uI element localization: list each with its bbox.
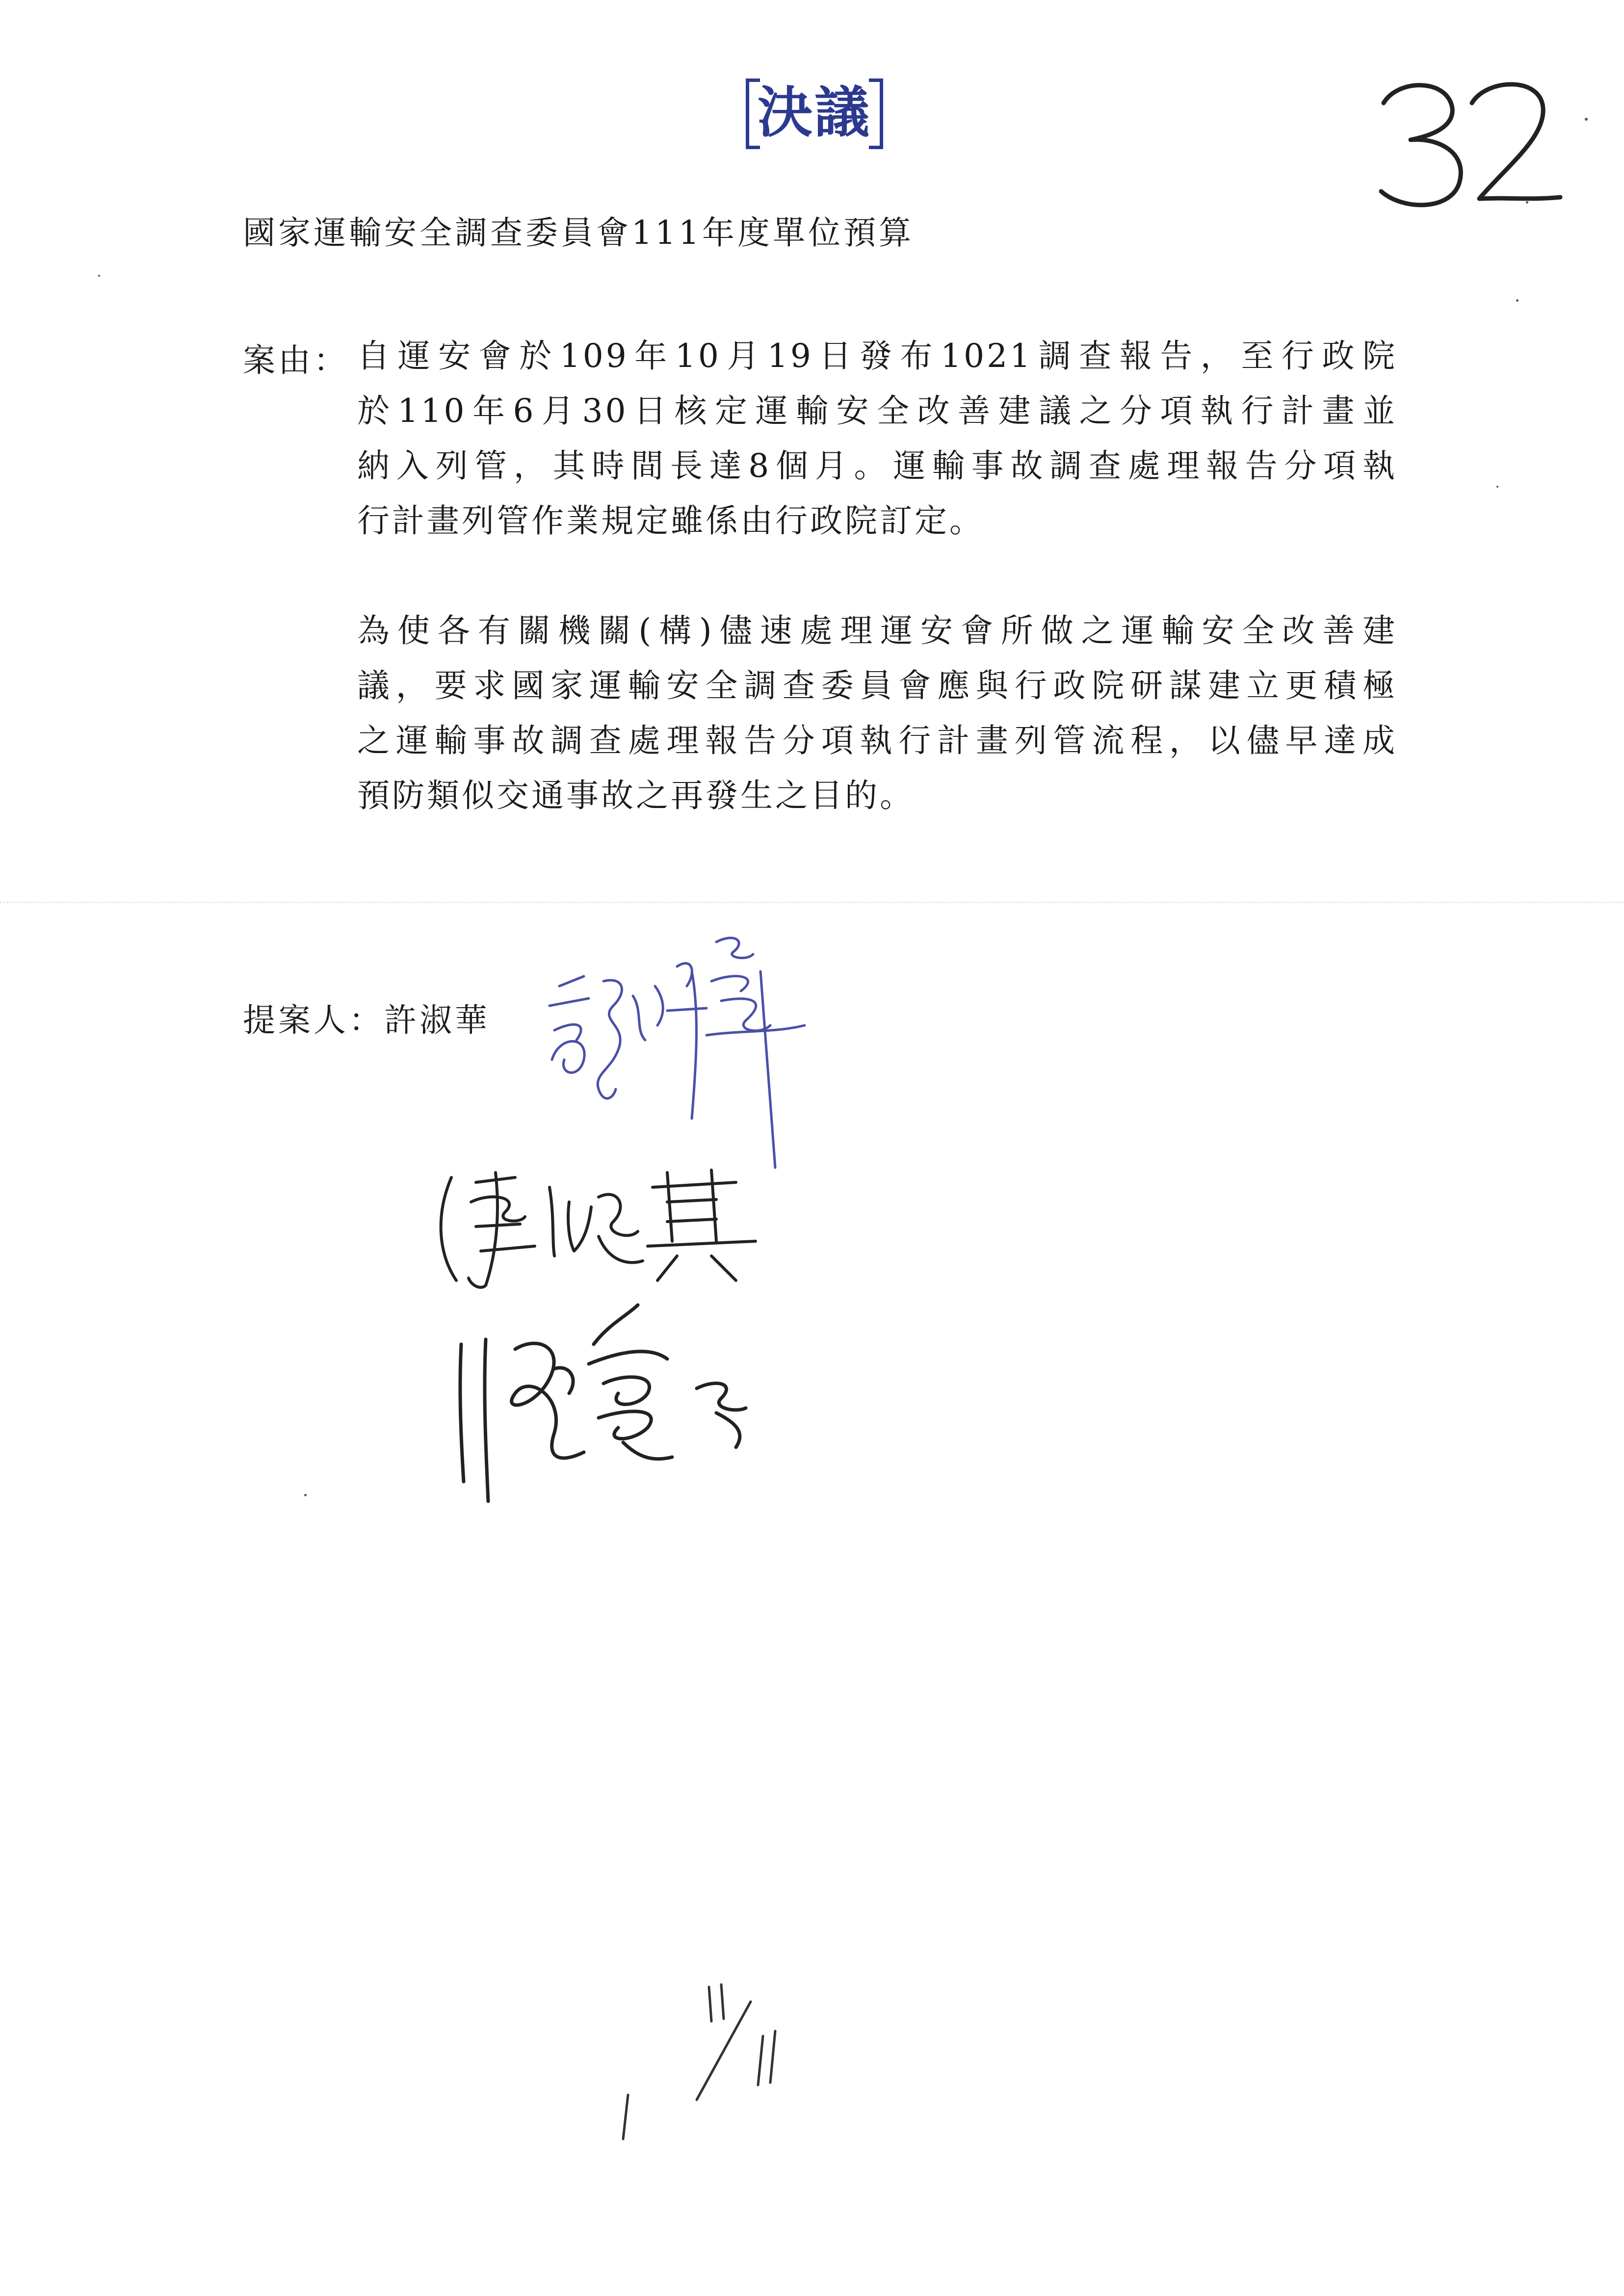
document-title: 國家運輸安全調查委員會111年度單位預算: [243, 214, 914, 252]
proposer-name: 許淑華: [384, 1001, 490, 1039]
signature-3: [442, 1285, 795, 1511]
handwritten-date: [608, 1977, 805, 2164]
scan-speck: [304, 1494, 307, 1496]
paragraph-line: 議，要求國家運輸安全調查委員會應與行政院研謀建立更積極: [357, 667, 1397, 704]
case-paragraph-2: [357, 603, 1397, 823]
handwritten-page-number: [1364, 69, 1570, 216]
scan-speck: [1526, 201, 1528, 204]
paragraph-line: 納入列管，其時間長達8個月。運輸事故調查處理報告分項執: [357, 447, 1397, 485]
paragraph-line: 自運安會於109年10月19日發布1021調查報告，至行政院: [357, 337, 1397, 375]
case-label: 案由：: [243, 341, 349, 379]
paragraph-line: 行計畫列管作業規定雖係由行政院訂定。: [357, 502, 984, 540]
paragraph-line: 之運輸事故調查處理報告分項執行計畫列管流程，以儘早達成: [357, 722, 1397, 759]
scan-speck: [1585, 118, 1588, 121]
scan-speck: [1496, 486, 1498, 488]
proposer-line: [243, 998, 490, 1043]
scan-divider: [0, 902, 1624, 903]
signature-2: [422, 1143, 775, 1300]
scan-speck: [98, 275, 100, 277]
stamp-text: 決議: [758, 81, 871, 145]
scan-speck: [1516, 299, 1519, 302]
resolution-stamp: [746, 74, 883, 155]
case-paragraph-1: [357, 329, 1397, 548]
paragraph-line: 預防類似交通事故之再發生之目的。: [357, 777, 915, 814]
paragraph-line: 於110年6月30日核定運輸安全改善建議之分項執行計畫並: [357, 392, 1397, 430]
paragraph-line: 為使各有關機關(構)儘速處理運安會所做之運輸安全改善建: [357, 612, 1397, 650]
proposer-label: 提案人：: [243, 1001, 384, 1039]
